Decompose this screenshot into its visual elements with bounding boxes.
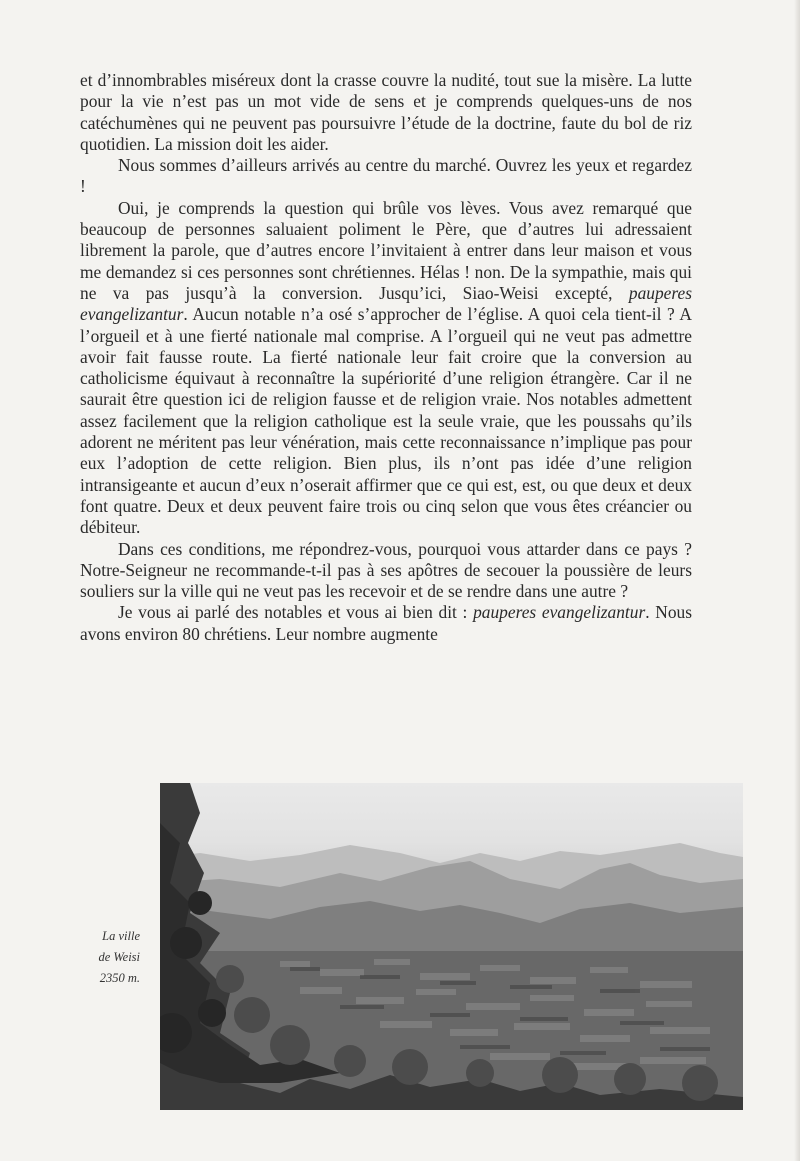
paragraph: [80, 539, 692, 603]
text-run: . Aucun notable n’a osé s’approcher de l’église. A quoi cela tient-il ? A l’orgueil et à une fierté nationale mal comprise. A l’orgueil qui ne veut pas admettre avoir fait fausse route. La fierté nationale leur fait croire que la conversion au catholicisme équivaut à reconnaître la supériorité d’une religion étrangère. Car il ne saurait être question ici de religion fausse et de religion vraie. Nos notables admettent assez facilement que la religion catholique est la seule vraie, que les poussahs qu’ils adorent ne méritent pas leur vénération, mais cette reconnaissance n’implique pas pour eux l’adoption de cette religion. Bien plus, ils n’ont pas idée d’une religion intransigeante et aucun d’eux n’oserait affirmer que ce qui est, est, ou que deux et deux font quatre. Deux et deux peuvent faire trois ou cinq selon que vous êtes créancier ou débiteur.: [80, 304, 692, 538]
text-run: Dans ces conditions, me répondrez-vous, pourquoi vous attarder dans ce pays ? Notre-Seigneur ne recommande-t-il pas à ses apôtres de secouer la poussière de leurs souliers sur la ville qui ne veut pas les recevoir et de se rendre dans une autre ?: [80, 538, 692, 602]
caption-line-3: 2350 m.: [99, 971, 140, 985]
text-run: . Nous avons environ 80 chrétiens. Leur nombre augmente: [80, 602, 692, 644]
paragraph: [80, 70, 692, 155]
paragraph: [80, 602, 692, 645]
text-run: Oui, je comprends la question qui brûle vos lèves. Vous avez remarqué que beaucoup de personnes saluaient poliment le Père, que d’autres lui adressaient librement la parole, que d’autres encore l’invitaient à entrer dans leur maison et vous me demandez si ces personnes sont chrétiennes. Hélas ! non. De la sympathie, mais qui ne va pas jusqu’à la conversion. Jusqu’ici, Siao-Weisi excepté,: [80, 197, 692, 303]
photo-drawing: [160, 783, 743, 1110]
body-text: [80, 70, 692, 645]
latin-phrase: pauperes evangelizantur: [473, 602, 646, 623]
page-edge-shadow: [794, 0, 800, 1161]
paragraph: [80, 155, 692, 198]
text-run: et d’innombrables miséreux dont la crasse couvre la nudité, tout sue la misère. La lutte pour la vie n’est pas un mot vide de sens et je comprends quelques-uns de nos catéchumènes qui ne peuvent pas poursuivre l’étude de la doctrine, faute du bol de riz quotidien. La mission doit les aider.: [80, 70, 692, 154]
text-run: Nous sommes d’ailleurs arrivés au centre du marché. Ouvrez les yeux et regardez !: [80, 155, 692, 197]
latin-phrase: pauperes evangelizantur: [80, 282, 692, 325]
caption-line-2: de Weisi: [98, 950, 140, 964]
text-run: Je vous ai parlé des notables et vous ai bien dit :: [118, 602, 474, 623]
photo-weisi-town: [160, 783, 743, 1110]
paragraph: [80, 198, 692, 539]
caption-line-1: La ville: [102, 929, 140, 943]
photo-caption: [40, 926, 140, 989]
